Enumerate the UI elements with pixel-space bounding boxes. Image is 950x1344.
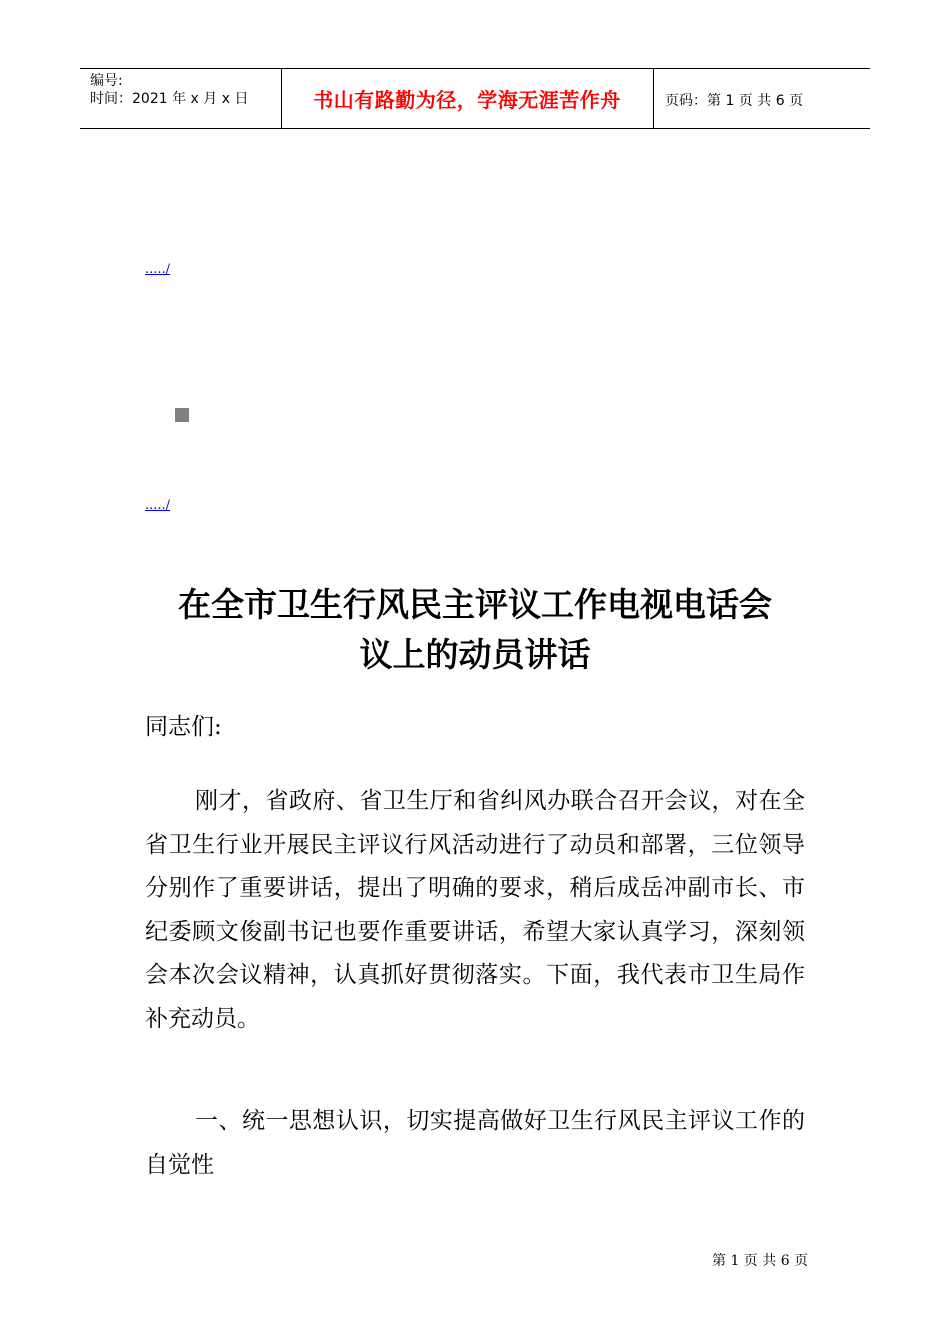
link-placeholder-2[interactable]: ...../ [145,498,171,513]
document-title [110,580,840,680]
header-top-rule [80,68,870,69]
title-line-1: 在全市卫生行风民主评议工作电视电话会 [178,585,772,624]
paragraph-1: 刚才，省政府、省卫生厅和省纠风办联合召开会议，对在全省卫生行业开展民主评议行风活动进行了动员和部署，三位领导分别作了重要讲话，提出了明确的要求，稍后成岳冲副市长、市纪委顾文俊副书记也要作重要讲话，希望大家认真学习，深刻领会本次会议精神，认真抓好贯彻落实。下面，我代表市卫生局作补充动员。 [145,788,805,1032]
header-bottom-rule [80,128,870,129]
section-heading-1: 一、统一思想认识，切实提高做好卫生行风民主评议工作的自觉性 [145,1108,805,1178]
header-time-label: 时间：2021 年 x 月 x 日 [90,91,249,107]
header-divider-right [653,68,654,128]
broken-image-icon [175,408,189,422]
header-page-info: 页码：第 1 页 共 6 页 [665,93,804,109]
header-meta [90,72,248,108]
footer-page-info: 第 1 页 共 6 页 [712,1253,809,1269]
link-placeholder-1[interactable]: ...../ [145,262,171,277]
title-line-2: 议上的动员讲话 [359,635,591,674]
header-number-label: 编号: [90,73,123,89]
header-motto: 书山有路勤为径，学海无涯苦作舟 [313,88,621,112]
salutation: 同志们: [145,714,222,740]
